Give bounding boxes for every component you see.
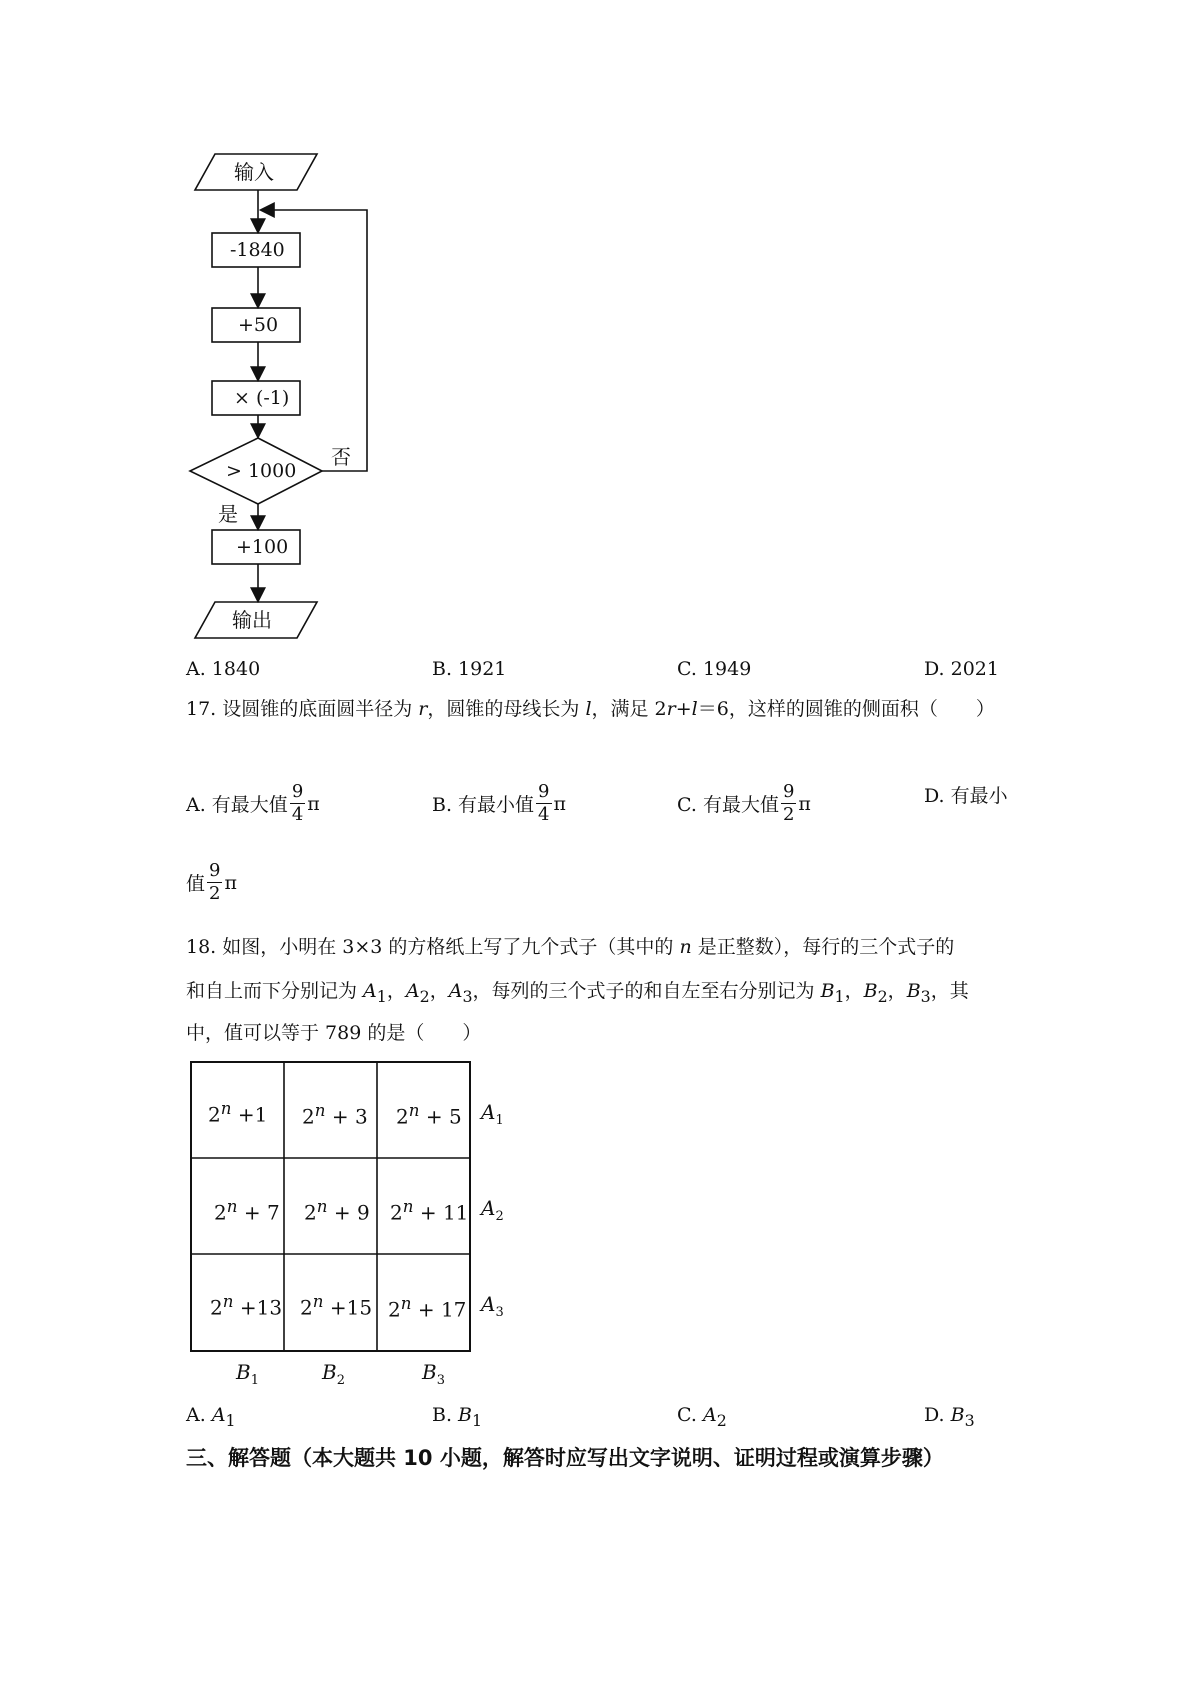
grid-label-b1: $B_1$ (236, 1360, 259, 1388)
fraction: $\frac{9}{4}$ (538, 781, 550, 825)
grid-cell: 2$^n$ +13 (210, 1292, 283, 1320)
grid-label-a1: $A_1$ (481, 1100, 504, 1128)
q18-option-c: C. $A_2$ (677, 1404, 727, 1430)
grid-label-a3: $A_3$ (481, 1292, 504, 1320)
flow-output-label: 输出 (232, 608, 272, 632)
expression-grid (190, 1061, 471, 1352)
grid-cell: 2$^n$ + 3 (302, 1101, 368, 1129)
flow-step2-label: +50 (238, 314, 279, 336)
q18-line1: 18. 如图，小明在 3×3 的方格纸上写了九个式子（其中的 n 是正整数），每行的三个式子的 (186, 936, 955, 958)
grid-cell: 2$^n$ +1 (208, 1099, 268, 1127)
grid-cell: 2$^n$ +15 (300, 1292, 373, 1320)
grid-cell: 2$^n$ + 7 (214, 1197, 280, 1225)
grid-cell: 2$^n$ + 11 (390, 1197, 469, 1225)
q16-option-a: A. 1840 (186, 658, 261, 680)
q18-line2: 和自上而下分别记为 $A_1$，$A_2$，$A_3$，每列的三个式子的和自左至右分别记为 $B_1$，$B_2$，$B_3$，其 (186, 980, 969, 1006)
q16-option-d: D. 2021 (924, 658, 999, 680)
q18-option-b: B. $B_1$ (432, 1404, 483, 1430)
flowchart (0, 0, 1200, 700)
section-3-heading: 三、解答题（本大题共 10 小题，解答时应写出文字说明、证明过程或演算步骤） (186, 1446, 944, 1470)
flow-no-label: 否 (331, 445, 351, 469)
q17-stem: 17. 设圆锥的底面圆半径为 r，圆锥的母线长为 l，满足 2r+l＝6，这样的圆锥的侧面积（ ） (186, 698, 995, 720)
q18-line3: 中，值可以等于 789 的是（ ） (186, 1022, 482, 1044)
q18-option-a: A. $A_1$ (186, 1404, 236, 1430)
grid-label-b3: $B_3$ (422, 1360, 445, 1388)
fraction: $\frac{9}{2}$ (209, 860, 221, 904)
flow-input-label: 输入 (234, 160, 274, 184)
fraction: $\frac{9}{4}$ (291, 781, 304, 825)
q17-option-b: B. 有最小值 $\frac{9}{4}$ π (432, 781, 566, 825)
q17-option-c: C. 有最大值 $\frac{9}{2}$ π (677, 781, 811, 825)
q18-option-d: D. $B_3$ (924, 1404, 975, 1430)
grid-cell: 2$^n$ + 9 (304, 1197, 370, 1225)
flow-step3-label: × (-1) (234, 387, 290, 409)
flow-step4-label: +100 (236, 536, 289, 558)
grid-cell: 2$^n$ + 17 (388, 1294, 467, 1322)
flow-condition-label: > 1000 (226, 460, 297, 482)
q16-option-b: B. 1921 (432, 658, 507, 680)
q16-option-c: C. 1949 (677, 658, 752, 680)
fraction: $\frac{9}{2}$ (782, 781, 795, 825)
flow-step1-label: -1840 (230, 239, 285, 261)
q17-option-a: A. 有最大值 $\frac{9}{4}$ π (186, 781, 320, 825)
q17-option-d: D. 有最小 (924, 785, 1008, 807)
flow-yes-label: 是 (218, 502, 238, 526)
grid-cell: 2$^n$ + 5 (396, 1101, 462, 1129)
q17-option-d-cont: 值 $\frac{9}{2}$ π (186, 860, 237, 904)
grid-label-b2: $B_2$ (322, 1360, 345, 1388)
grid-label-a2: $A_2$ (481, 1196, 504, 1224)
